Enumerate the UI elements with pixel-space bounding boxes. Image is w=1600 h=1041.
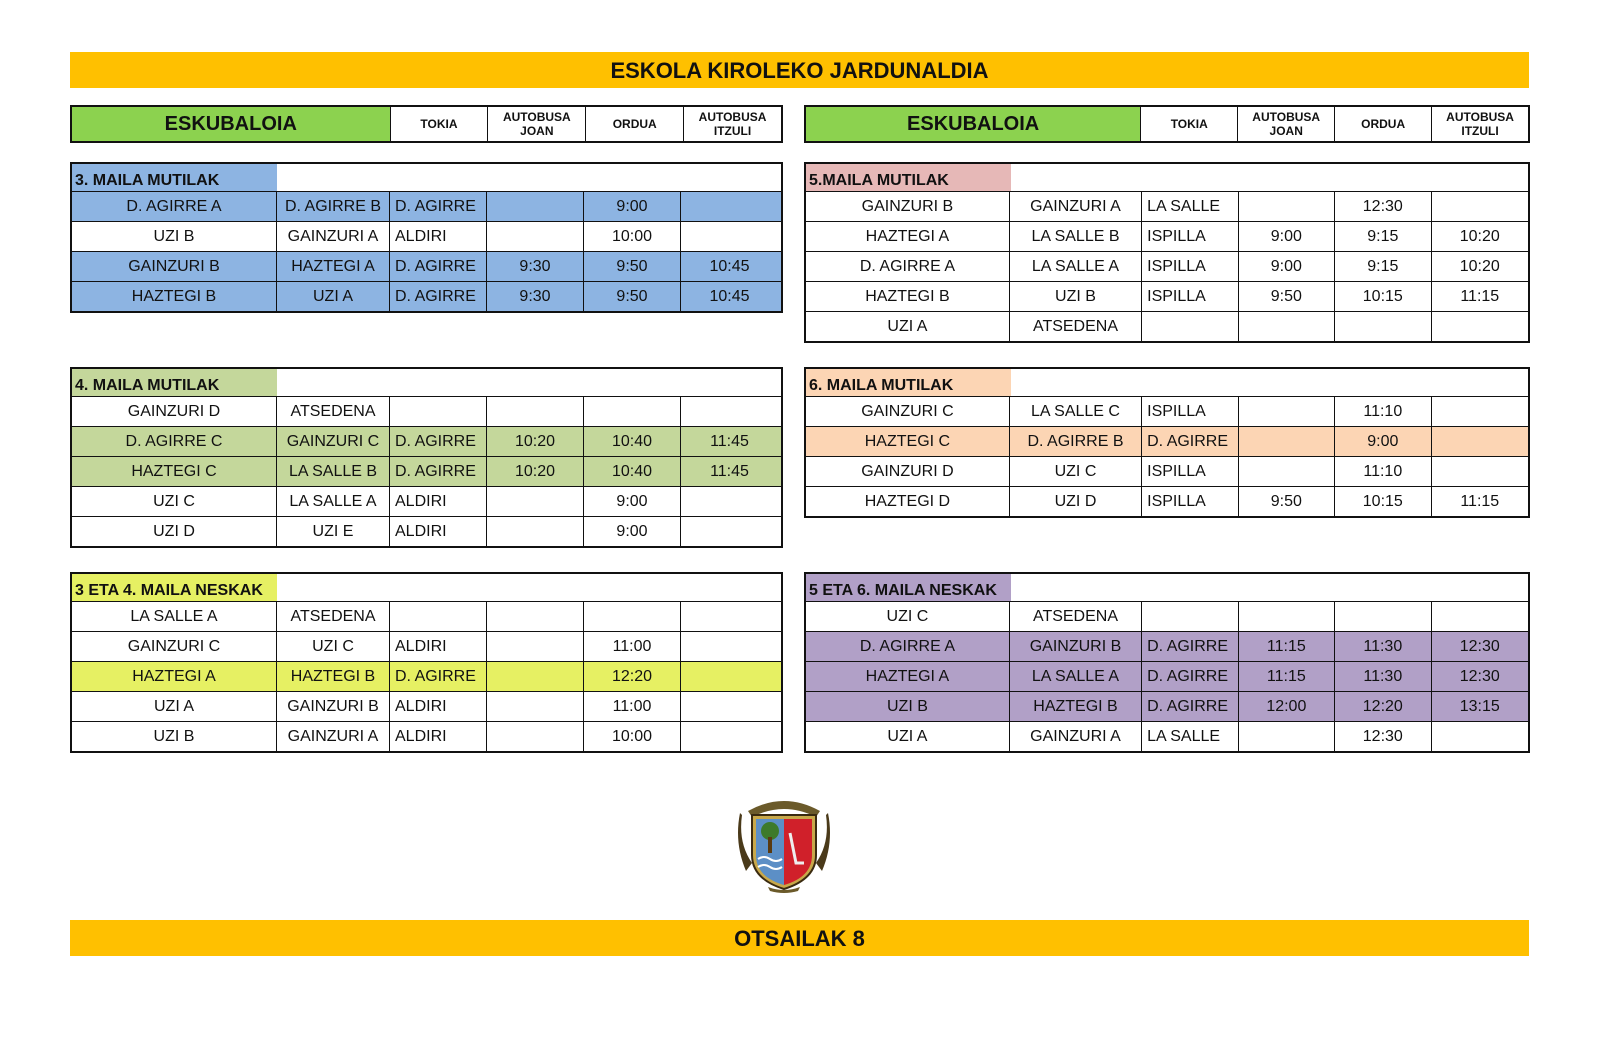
match-row <box>806 282 1528 312</box>
match-time-cell: 9:00 <box>584 192 681 221</box>
bus-return-cell: 12:30 <box>1459 667 1500 685</box>
match-row <box>806 632 1528 662</box>
venue-cell: D. AGIRRE <box>390 662 487 691</box>
team-home-cell: UZI C <box>806 602 1010 631</box>
match-time-cell: 11:00 <box>584 632 681 661</box>
match-row <box>806 427 1528 457</box>
group-title-row <box>806 574 1528 602</box>
group-title: 5 ETA 6. MAILA NESKAK <box>806 574 1011 601</box>
bus-departure-cell: 9:30 <box>487 252 584 281</box>
group-title: 6. MAILA MUTILAK <box>806 369 1011 396</box>
header-autobusa-joan: AUTOBUSA JOAN <box>488 107 586 141</box>
venue-cell: ISPILLA <box>1142 252 1238 281</box>
match-row <box>806 457 1528 487</box>
match-row <box>72 602 781 632</box>
match-time-cell: 10:15 <box>1335 487 1431 516</box>
match-row <box>72 632 781 662</box>
match-row <box>806 602 1528 632</box>
match-row <box>806 397 1528 427</box>
team-home-cell: UZI B <box>806 692 1010 721</box>
match-row <box>72 692 781 722</box>
match-time-cell: 9:15 <box>1335 222 1431 251</box>
team-home-cell: D. AGIRRE A <box>806 252 1010 281</box>
bus-return-cell: 11:45 <box>710 462 749 480</box>
match-row <box>72 427 781 457</box>
team-home-cell: UZI A <box>806 312 1010 341</box>
team-away-cell: UZI C <box>1010 457 1142 486</box>
bus-return-cell: 12:30 <box>1459 637 1500 655</box>
match-time-cell: 11:10 <box>1335 457 1431 486</box>
bus-departure-cell: 10:20 <box>487 457 584 486</box>
match-time-cell: 12:30 <box>1335 722 1431 751</box>
match-row <box>72 722 781 751</box>
match-time-cell <box>1335 602 1431 631</box>
team-away-cell: ATSEDENA <box>277 397 390 426</box>
venue-cell: ALDIRI <box>390 517 487 546</box>
match-time-cell: 10:15 <box>1335 282 1431 311</box>
team-away-cell: HAZTEGI A <box>277 252 390 281</box>
venue-cell: D. AGIRRE <box>1142 662 1238 691</box>
match-row <box>72 282 781 311</box>
venue-cell: D. AGIRRE <box>1142 427 1238 456</box>
group-title: 5.MAILA MUTILAK <box>806 164 1011 191</box>
bus-return-cell <box>1432 457 1528 486</box>
team-away-cell: GAINZURI A <box>1010 192 1142 221</box>
match-time-cell: 9:00 <box>1335 427 1431 456</box>
match-row <box>72 517 781 546</box>
team-home-cell: HAZTEGI A <box>806 662 1010 691</box>
bus-departure-cell <box>487 397 584 426</box>
team-home-cell: HAZTEGI B <box>806 282 1010 311</box>
match-row <box>806 662 1528 692</box>
bus-departure-cell: 9:00 <box>1239 222 1335 251</box>
group-title-row <box>72 574 781 602</box>
bus-departure-cell: 9:00 <box>1239 252 1335 281</box>
bus-departure-cell <box>487 722 584 751</box>
bus-departure-cell: 12:00 <box>1239 692 1335 721</box>
bus-departure-cell: 11:15 <box>1239 632 1335 661</box>
bus-return-cell: 10:45 <box>709 257 750 275</box>
team-home-cell: HAZTEGI A <box>72 662 277 691</box>
match-time-cell: 11:30 <box>1335 632 1431 661</box>
bus-return-cell <box>1432 312 1528 341</box>
venue-cell: ALDIRI <box>390 222 487 251</box>
team-home-cell: GAINZURI C <box>806 397 1010 426</box>
match-time-cell <box>1335 312 1431 341</box>
date-footer: OTSAILAK 8 <box>70 920 1529 956</box>
match-time-cell: 10:40 <box>584 457 681 486</box>
venue-cell <box>390 602 487 631</box>
team-home-cell: GAINZURI B <box>72 252 277 281</box>
match-row <box>806 487 1528 516</box>
header-autobusa-itzuli: AUTOBUSA ITZULI <box>698 110 767 138</box>
match-row <box>72 662 781 692</box>
bus-departure-cell <box>1239 722 1335 751</box>
venue-cell <box>1142 312 1238 341</box>
match-row <box>806 222 1528 252</box>
bus-return-cell: 10:20 <box>1459 257 1500 275</box>
match-time-cell: 10:00 <box>584 722 681 751</box>
match-time-cell <box>584 602 681 631</box>
bus-return-cell <box>1432 397 1528 426</box>
team-away-cell: HAZTEGI B <box>277 662 390 691</box>
team-home-cell: D. AGIRRE A <box>806 632 1010 661</box>
bus-departure-cell <box>1239 602 1335 631</box>
venue-cell: D. AGIRRE <box>390 457 487 486</box>
bus-departure-cell <box>487 517 584 546</box>
bus-return-cell <box>1432 192 1528 221</box>
match-row <box>806 692 1528 722</box>
header-tokia: TOKIA <box>391 107 489 141</box>
group-title-row <box>72 164 781 192</box>
match-row <box>72 397 781 427</box>
header-sport: ESKUBALOIA <box>72 107 391 141</box>
header-sport: ESKUBALOIA <box>806 107 1141 141</box>
venue-cell: D. AGIRRE <box>390 427 487 456</box>
venue-cell: ISPILLA <box>1142 397 1238 426</box>
team-away-cell: GAINZURI C <box>277 427 390 456</box>
group-title: 3. MAILA MUTILAK <box>72 164 277 191</box>
bus-departure-cell: 11:15 <box>1239 662 1335 691</box>
team-away-cell: GAINZURI B <box>1010 632 1142 661</box>
team-away-cell: ATSEDENA <box>1010 602 1142 631</box>
bus-return-cell <box>1432 427 1528 456</box>
team-away-cell: UZI A <box>277 282 390 311</box>
bus-return-cell <box>681 397 778 426</box>
match-row <box>72 252 781 282</box>
bus-return-cell <box>1432 602 1528 631</box>
bus-departure-cell <box>487 602 584 631</box>
team-away-cell: GAINZURI A <box>277 722 390 751</box>
team-away-cell: HAZTEGI B <box>1010 692 1142 721</box>
group-5-eta-6-maila-neskak <box>804 572 1530 753</box>
bus-departure-cell <box>1239 397 1335 426</box>
match-time-cell: 12:30 <box>1335 192 1431 221</box>
bus-departure-cell <box>1239 427 1335 456</box>
team-home-cell: D. AGIRRE C <box>72 427 277 456</box>
match-time-cell: 10:00 <box>584 222 681 251</box>
team-home-cell: D. AGIRRE A <box>72 192 277 221</box>
team-away-cell: GAINZURI B <box>277 692 390 721</box>
group-title: 4. MAILA MUTILAK <box>72 369 277 396</box>
venue-cell <box>390 397 487 426</box>
team-home-cell: LA SALLE A <box>72 602 277 631</box>
match-time-cell: 9:50 <box>584 252 681 281</box>
team-away-cell: UZI B <box>1010 282 1142 311</box>
team-away-cell: UZI C <box>277 632 390 661</box>
bus-return-cell <box>681 222 778 251</box>
match-time-cell: 10:40 <box>584 427 681 456</box>
team-home-cell: HAZTEGI C <box>806 427 1010 456</box>
group-5-maila-mutilak <box>804 162 1530 343</box>
team-away-cell: LA SALLE B <box>277 457 390 486</box>
header-ordua: ORDUA <box>1335 107 1432 141</box>
venue-cell: LA SALLE <box>1142 192 1238 221</box>
bus-return-cell: 10:45 <box>709 287 750 305</box>
bus-departure-cell <box>487 487 584 516</box>
venue-cell: D. AGIRRE <box>1142 632 1238 661</box>
venue-cell: D. AGIRRE <box>390 192 487 221</box>
header-left <box>70 105 783 143</box>
match-row <box>806 722 1528 751</box>
team-home-cell: GAINZURI D <box>806 457 1010 486</box>
bus-return-cell <box>681 602 778 631</box>
bus-departure-cell <box>1239 312 1335 341</box>
match-time-cell: 9:00 <box>584 487 681 516</box>
venue-cell: ISPILLA <box>1142 487 1238 516</box>
bus-departure-cell <box>487 662 584 691</box>
team-home-cell: UZI C <box>72 487 277 516</box>
group-title-row <box>806 164 1528 192</box>
match-row <box>806 192 1528 222</box>
team-away-cell: D. AGIRRE B <box>1010 427 1142 456</box>
group-title-row <box>806 369 1528 397</box>
team-away-cell: ATSEDENA <box>1010 312 1142 341</box>
team-home-cell: UZI D <box>72 517 277 546</box>
group-title-row <box>72 369 781 397</box>
venue-cell: D. AGIRRE <box>390 282 487 311</box>
venue-cell: ALDIRI <box>390 692 487 721</box>
team-away-cell: LA SALLE C <box>1010 397 1142 426</box>
header-autobusa-joan: AUTOBUSA JOAN <box>1238 107 1335 141</box>
bus-return-cell: 10:20 <box>1459 227 1500 245</box>
team-home-cell: UZI A <box>806 722 1010 751</box>
venue-cell: ALDIRI <box>390 632 487 661</box>
bus-return-cell <box>681 517 778 546</box>
match-time-cell: 12:20 <box>1335 692 1431 721</box>
match-time-cell: 9:15 <box>1335 252 1431 281</box>
team-away-cell: GAINZURI A <box>277 222 390 251</box>
team-away-cell: LA SALLE A <box>1010 252 1142 281</box>
bus-departure-cell <box>1239 192 1335 221</box>
bus-return-cell: 11:15 <box>1460 492 1500 510</box>
page-title: ESKOLA KIROLEKO JARDUNALDIA <box>70 52 1529 88</box>
bus-return-cell: 11:45 <box>710 432 749 450</box>
team-away-cell: ATSEDENA <box>277 602 390 631</box>
bus-return-cell: 11:15 <box>1460 287 1500 305</box>
group-6-maila-mutilak <box>804 367 1530 518</box>
venue-cell: ISPILLA <box>1142 457 1238 486</box>
venue-cell <box>1142 602 1238 631</box>
team-away-cell: GAINZURI A <box>1010 722 1142 751</box>
header-tokia: TOKIA <box>1141 107 1238 141</box>
bus-return-cell <box>681 722 778 751</box>
venue-cell: ISPILLA <box>1142 222 1238 251</box>
venue-cell: ISPILLA <box>1142 282 1238 311</box>
team-home-cell: HAZTEGI A <box>806 222 1010 251</box>
match-time-cell: 9:00 <box>584 517 681 546</box>
team-home-cell: UZI B <box>72 222 277 251</box>
venue-cell: D. AGIRRE <box>1142 692 1238 721</box>
bus-departure-cell <box>487 192 584 221</box>
team-home-cell: GAINZURI C <box>72 632 277 661</box>
group-4-maila-mutilak <box>70 367 783 548</box>
group-title: 3 ETA 4. MAILA NESKAK <box>72 574 277 601</box>
header-autobusa-itzuli: AUTOBUSA ITZULI <box>1446 110 1514 138</box>
team-away-cell: UZI D <box>1010 487 1142 516</box>
match-row <box>806 252 1528 282</box>
venue-cell: ALDIRI <box>390 487 487 516</box>
team-home-cell: HAZTEGI C <box>72 457 277 486</box>
bus-return-cell: 13:15 <box>1459 697 1500 715</box>
match-row <box>72 222 781 252</box>
team-home-cell: HAZTEGI B <box>72 282 277 311</box>
bus-return-cell <box>681 192 778 221</box>
team-away-cell: LA SALLE A <box>277 487 390 516</box>
team-home-cell: UZI B <box>72 722 277 751</box>
team-home-cell: GAINZURI D <box>72 397 277 426</box>
bus-return-cell <box>681 487 778 516</box>
match-row <box>72 487 781 517</box>
team-home-cell: GAINZURI B <box>806 192 1010 221</box>
venue-cell: D. AGIRRE <box>390 252 487 281</box>
match-time-cell: 11:00 <box>584 692 681 721</box>
bus-departure-cell: 10:20 <box>487 427 584 456</box>
venue-cell: ALDIRI <box>390 722 487 751</box>
match-row <box>806 312 1528 341</box>
bus-return-cell <box>681 632 778 661</box>
bus-departure-cell <box>487 692 584 721</box>
town-crest-logo <box>738 793 830 893</box>
venue-cell: LA SALLE <box>1142 722 1238 751</box>
match-time-cell: 9:50 <box>584 282 681 311</box>
header-ordua: ORDUA <box>586 107 684 141</box>
match-time-cell: 11:30 <box>1335 662 1431 691</box>
bus-return-cell <box>681 692 778 721</box>
match-row <box>72 192 781 222</box>
team-home-cell: HAZTEGI D <box>806 487 1010 516</box>
team-away-cell: LA SALLE B <box>1010 222 1142 251</box>
team-away-cell: UZI E <box>277 517 390 546</box>
match-row <box>72 457 781 487</box>
match-time-cell: 11:10 <box>1335 397 1431 426</box>
header-right <box>804 105 1530 143</box>
group-3-eta-4-maila-neskak <box>70 572 783 753</box>
bus-departure-cell: 9:50 <box>1239 487 1335 516</box>
bus-departure-cell: 9:50 <box>1239 282 1335 311</box>
group-3-maila-mutilak <box>70 162 783 313</box>
bus-return-cell <box>681 662 778 691</box>
bus-return-cell <box>1432 722 1528 751</box>
team-home-cell: UZI A <box>72 692 277 721</box>
team-away-cell: LA SALLE A <box>1010 662 1142 691</box>
bus-departure-cell: 9:30 <box>487 282 584 311</box>
bus-departure-cell <box>487 222 584 251</box>
team-away-cell: D. AGIRRE B <box>277 192 390 221</box>
bus-departure-cell <box>1239 457 1335 486</box>
bus-departure-cell <box>487 632 584 661</box>
match-time-cell <box>584 397 681 426</box>
match-time-cell: 12:20 <box>584 662 681 691</box>
